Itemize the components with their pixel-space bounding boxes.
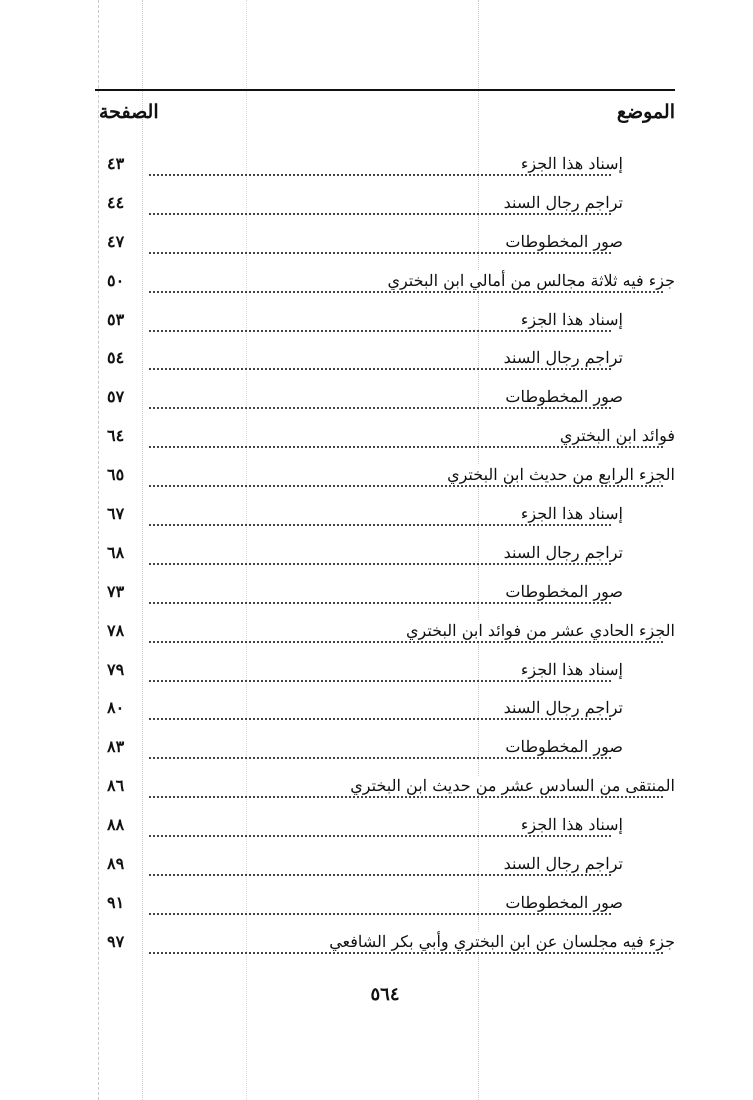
toc-entry[interactable] [95, 308, 675, 347]
toc-entry-page: ٥٣ [107, 309, 125, 329]
toc-entry[interactable] [95, 346, 675, 385]
toc-entry[interactable] [95, 813, 675, 852]
toc-entry-title: الجزء الرابع من حديث ابن البختري [441, 465, 675, 484]
toc-entry-title: فوائد ابن البختري [554, 426, 675, 445]
toc-entry-page: ٥٤ [107, 348, 125, 368]
toc-entry[interactable] [95, 696, 675, 735]
toc-entry-page: ٤٧ [107, 231, 125, 251]
toc-entry-title: إسناد هذا الجزء [515, 660, 623, 679]
toc-entry-page: ٥٧ [107, 387, 125, 407]
toc-entry-page: ٤٤ [107, 192, 125, 212]
toc-entry[interactable] [95, 580, 675, 619]
toc-header [95, 101, 675, 131]
toc-entry[interactable] [95, 230, 675, 269]
toc-entry-title: تراجم رجال السند [498, 854, 623, 873]
toc-entry[interactable] [95, 269, 675, 308]
toc-entry[interactable] [95, 424, 675, 463]
toc-entry[interactable] [95, 502, 675, 541]
toc-entry-page: ٨٩ [107, 854, 125, 874]
toc-entry-page: ٦٥ [107, 465, 125, 485]
toc-entry-page: ٦٨ [107, 542, 125, 562]
toc-entry-title: صور المخطوطات [499, 893, 623, 912]
toc-entry[interactable] [95, 152, 675, 191]
toc-entry-title: تراجم رجال السند [498, 543, 623, 562]
toc-entry-title: الجزء الحادي عشر من فوائد ابن البختري [400, 621, 675, 640]
toc-entry[interactable] [95, 658, 675, 697]
toc-entry[interactable] [95, 930, 675, 969]
toc-entry-page: ٧٣ [107, 581, 125, 601]
toc-entry-title: إسناد هذا الجزء [515, 154, 623, 173]
toc-entry[interactable] [95, 191, 675, 230]
toc-entry[interactable] [95, 852, 675, 891]
page-column-heading: الصفحة [99, 101, 159, 123]
toc-entry[interactable] [95, 774, 675, 813]
toc-entry[interactable] [95, 541, 675, 580]
toc-entry[interactable] [95, 735, 675, 774]
toc-entry-title: جزء فيه مجلسان عن ابن البختري وأبي بكر الشافعي [323, 932, 675, 951]
page-number: ٥٦٤ [370, 984, 400, 1005]
toc-entry-title: إسناد هذا الجزء [515, 815, 623, 834]
toc-entry-title: صور المخطوطات [499, 582, 623, 601]
toc-entry-page: ٦٤ [107, 426, 125, 446]
toc-entry-page: ٩٧ [107, 931, 125, 951]
toc-entry-page: ٧٨ [107, 620, 125, 640]
toc-entry-title: تراجم رجال السند [498, 698, 623, 717]
toc-entry-page: ٨٦ [107, 776, 125, 796]
toc-entry-page: ٨٨ [107, 815, 125, 835]
toc-entry-page: ٥٠ [107, 270, 125, 290]
toc-entry-page: ٧٩ [107, 659, 125, 679]
toc-entry[interactable] [95, 385, 675, 424]
toc-entry-title: إسناد هذا الجزء [515, 310, 623, 329]
toc-entry-title: صور المخطوطات [499, 232, 623, 251]
topic-column-heading: الموضع [616, 101, 675, 123]
toc-entry-title: تراجم رجال السند [498, 348, 623, 367]
toc-entry-title: صور المخطوطات [499, 387, 623, 406]
toc-entry-page: ٨٣ [107, 737, 125, 757]
toc-page [95, 0, 675, 1100]
header-rule [95, 89, 675, 91]
toc-entry-page: ٩١ [107, 892, 125, 912]
toc-entry-page: ٤٣ [107, 154, 125, 173]
toc-entries [95, 152, 675, 969]
toc-entry-page: ٦٧ [107, 504, 125, 524]
toc-entry-title: صور المخطوطات [499, 737, 623, 756]
toc-entry-title: المنتقى من السادس عشر من حديث ابن البختري [344, 776, 675, 795]
toc-entry[interactable] [95, 463, 675, 502]
toc-entry-title: إسناد هذا الجزء [515, 504, 623, 523]
toc-entry-page: ٨٠ [107, 698, 125, 718]
toc-entry[interactable] [95, 891, 675, 930]
toc-entry-title: تراجم رجال السند [498, 193, 623, 212]
toc-entry-title: جزء فيه ثلاثة مجالس من أمالي ابن البختري [381, 271, 675, 290]
toc-entry[interactable] [95, 619, 675, 658]
